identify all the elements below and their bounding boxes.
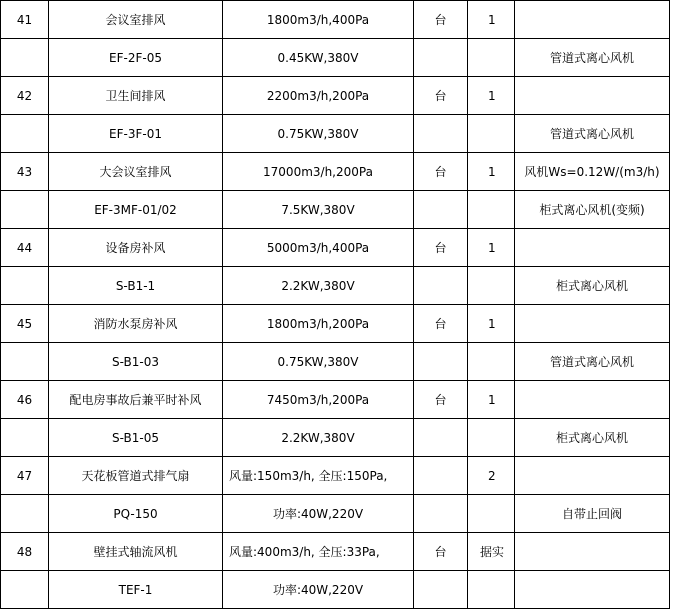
cell-unit: [414, 191, 468, 229]
cell-note: 风机Ws=0.12W/(m3/h): [515, 153, 670, 191]
cell-number: [1, 343, 49, 381]
cell-note: 管道式离心风机: [515, 39, 670, 77]
table-row: [1, 305, 670, 343]
cell-number: [1, 39, 49, 77]
cell-note: [515, 305, 670, 343]
cell-unit: [414, 571, 468, 609]
cell-quantity: 1: [468, 77, 515, 115]
cell-equipment-name: S-B1-03: [49, 343, 223, 381]
cell-spec: 2.2KW,380V: [223, 419, 414, 457]
cell-spec: 2200m3/h,200Pa: [223, 77, 414, 115]
cell-quantity: [468, 39, 515, 77]
cell-equipment-name: 设备房补风: [49, 229, 223, 267]
cell-spec: 1800m3/h,400Pa: [223, 1, 414, 39]
cell-number: 48: [1, 533, 49, 571]
cell-spec: 0.75KW,380V: [223, 343, 414, 381]
cell-unit: 台: [414, 1, 468, 39]
cell-number: [1, 419, 49, 457]
cell-spec: 0.45KW,380V: [223, 39, 414, 77]
table-row: [1, 533, 670, 571]
cell-spec: 0.75KW,380V: [223, 115, 414, 153]
cell-equipment-name: TEF-1: [49, 571, 223, 609]
cell-unit: 台: [414, 305, 468, 343]
cell-equipment-name: PQ-150: [49, 495, 223, 533]
cell-quantity: 1: [468, 381, 515, 419]
cell-quantity: [468, 267, 515, 305]
cell-equipment-name: EF-3F-01: [49, 115, 223, 153]
table-row: [1, 39, 670, 77]
cell-quantity: [468, 571, 515, 609]
cell-number: [1, 267, 49, 305]
cell-quantity: [468, 191, 515, 229]
cell-note: 管道式离心风机: [515, 115, 670, 153]
cell-note: 柜式离心风机: [515, 267, 670, 305]
cell-unit: 台: [414, 77, 468, 115]
cell-spec: 风量:150m3/h, 全压:150Pa,: [223, 457, 414, 495]
table-row: [1, 115, 670, 153]
cell-number: 44: [1, 229, 49, 267]
cell-unit: 台: [414, 153, 468, 191]
cell-number: 42: [1, 77, 49, 115]
cell-quantity: [468, 495, 515, 533]
cell-spec: 7450m3/h,200Pa: [223, 381, 414, 419]
cell-note: [515, 533, 670, 571]
cell-quantity: 2: [468, 457, 515, 495]
cell-note: 柜式离心风机(变频): [515, 191, 670, 229]
table-row: [1, 343, 670, 381]
cell-unit: [414, 39, 468, 77]
cell-spec: 功率:40W,220V: [223, 495, 414, 533]
cell-equipment-name: 大会议室排风: [49, 153, 223, 191]
table-row: [1, 419, 670, 457]
cell-quantity: 据实: [468, 533, 515, 571]
cell-unit: 台: [414, 533, 468, 571]
cell-number: [1, 115, 49, 153]
cell-equipment-name: 消防水泵房补风: [49, 305, 223, 343]
cell-note: [515, 229, 670, 267]
table-row: [1, 153, 670, 191]
cell-unit: [414, 495, 468, 533]
cell-note: [515, 457, 670, 495]
cell-number: 47: [1, 457, 49, 495]
cell-quantity: [468, 419, 515, 457]
cell-number: 45: [1, 305, 49, 343]
cell-number: [1, 495, 49, 533]
table-row: [1, 77, 670, 115]
cell-number: [1, 571, 49, 609]
cell-spec: 7.5KW,380V: [223, 191, 414, 229]
cell-note: [515, 77, 670, 115]
cell-spec: 风量:400m3/h, 全压:33Pa,: [223, 533, 414, 571]
table-row: [1, 191, 670, 229]
cell-unit: [414, 267, 468, 305]
cell-number: 41: [1, 1, 49, 39]
cell-equipment-name: S-B1-05: [49, 419, 223, 457]
cell-equipment-name: 会议室排风: [49, 1, 223, 39]
cell-equipment-name: EF-2F-05: [49, 39, 223, 77]
table-body: [1, 1, 670, 609]
cell-number: [1, 191, 49, 229]
cell-spec: 1800m3/h,200Pa: [223, 305, 414, 343]
cell-unit: [414, 343, 468, 381]
cell-unit: [414, 419, 468, 457]
cell-note: [515, 1, 670, 39]
cell-equipment-name: 壁挂式轴流风机: [49, 533, 223, 571]
cell-spec: 17000m3/h,200Pa: [223, 153, 414, 191]
table-row: [1, 229, 670, 267]
cell-note: [515, 571, 670, 609]
cell-number: 43: [1, 153, 49, 191]
table-row: [1, 495, 670, 533]
cell-quantity: 1: [468, 229, 515, 267]
cell-unit: [414, 457, 468, 495]
table-row: [1, 457, 670, 495]
cell-spec: 功率:40W,220V: [223, 571, 414, 609]
cell-unit: [414, 115, 468, 153]
cell-quantity: [468, 343, 515, 381]
cell-quantity: 1: [468, 153, 515, 191]
cell-note: 自带止回阀: [515, 495, 670, 533]
cell-note: [515, 381, 670, 419]
cell-unit: 台: [414, 381, 468, 419]
cell-unit: 台: [414, 229, 468, 267]
cell-note: 管道式离心风机: [515, 343, 670, 381]
cell-equipment-name: 配电房事故后兼平时补风: [49, 381, 223, 419]
table-row: [1, 571, 670, 609]
cell-note: 柜式离心风机: [515, 419, 670, 457]
cell-quantity: 1: [468, 1, 515, 39]
table-row: [1, 267, 670, 305]
table-row: [1, 381, 670, 419]
table-row: [1, 1, 670, 39]
cell-equipment-name: 天花板管道式排气扇: [49, 457, 223, 495]
cell-quantity: [468, 115, 515, 153]
cell-equipment-name: 卫生间排风: [49, 77, 223, 115]
cell-equipment-name: EF-3MF-01/02: [49, 191, 223, 229]
cell-spec: 2.2KW,380V: [223, 267, 414, 305]
cell-number: 46: [1, 381, 49, 419]
cell-spec: 5000m3/h,400Pa: [223, 229, 414, 267]
cell-quantity: 1: [468, 305, 515, 343]
cell-equipment-name: S-B1-1: [49, 267, 223, 305]
